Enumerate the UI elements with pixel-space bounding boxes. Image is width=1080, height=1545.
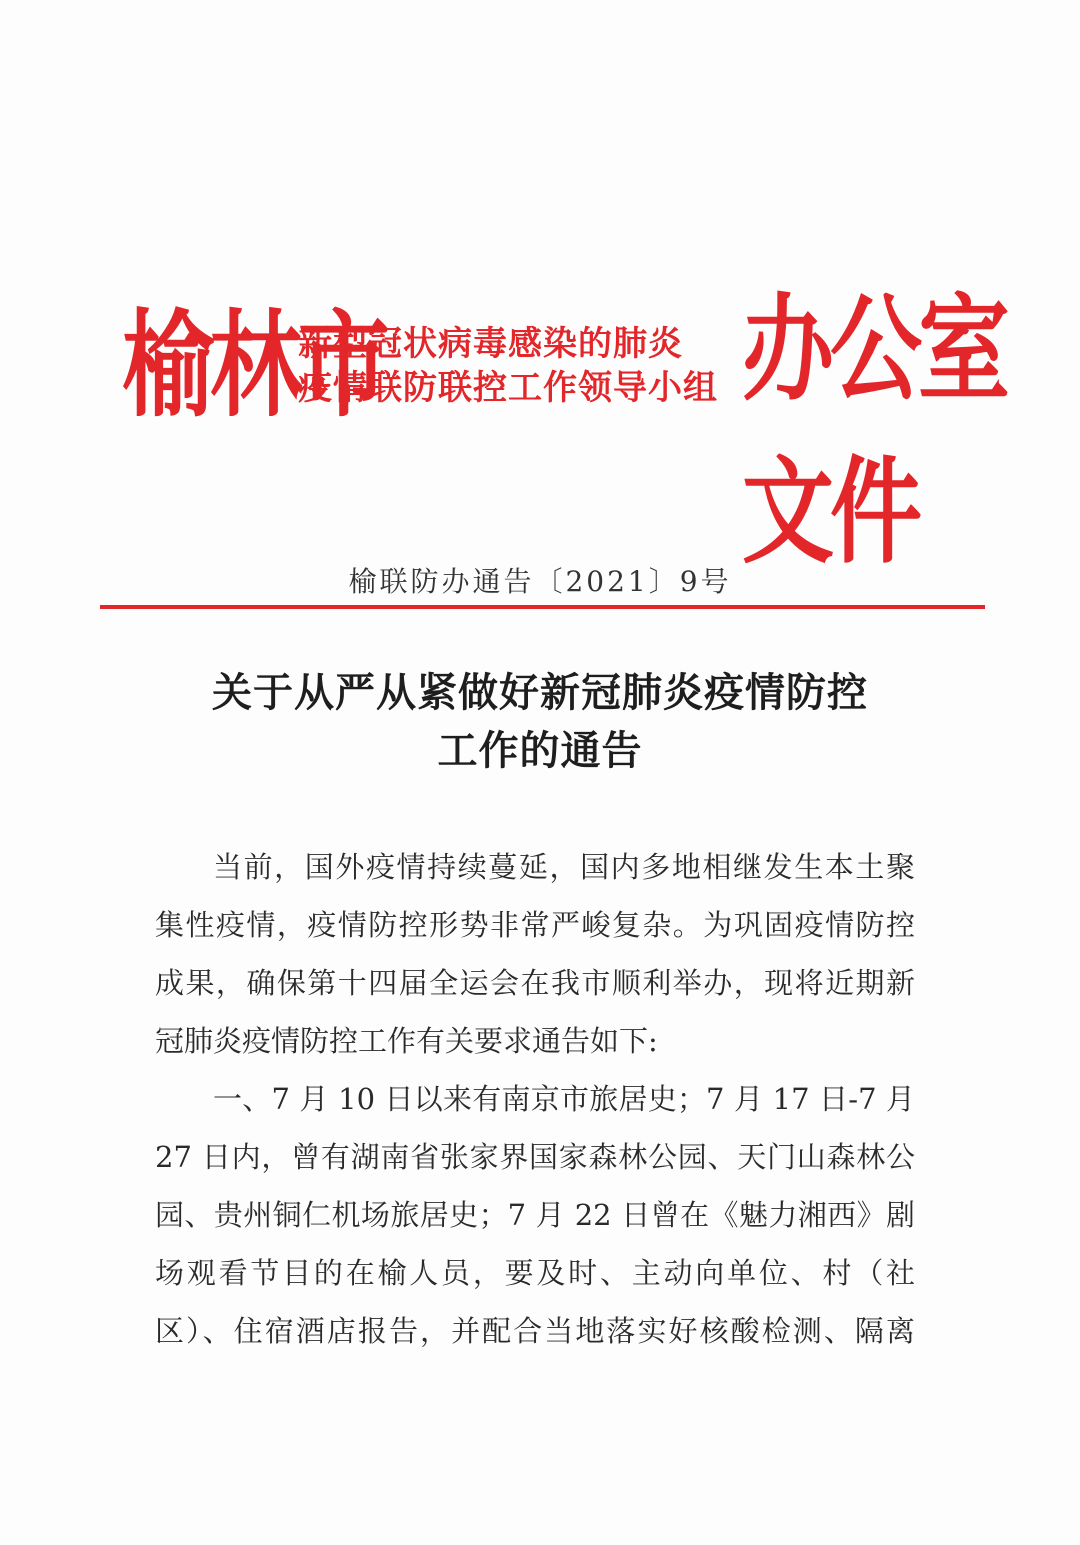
body-line: 区）、住宿酒店报告，并配合当地落实好核酸检测、隔离: [155, 1314, 915, 1348]
masthead-organization: [298, 322, 728, 410]
body-line: 一、7 月 10 日以来有南京市旅居史；7 月 17 日-7 月: [213, 1082, 915, 1116]
masthead-org-line2: 疫情联防联控工作领导小组: [298, 368, 718, 408]
body-line: 27 日内，曾有湖南省张家界国家森林公园、天门山森林公: [155, 1140, 915, 1174]
body-line: 当前，国外疫情持续蔓延，国内多地相继发生本土聚: [213, 850, 915, 884]
red-divider-line: [100, 605, 985, 609]
document-title: [0, 664, 1080, 780]
title-line1: 关于从严从紧做好新冠肺炎疫情防控: [212, 669, 868, 716]
body-line: 冠肺炎疫情防控工作有关要求通告如下:: [155, 1024, 658, 1058]
body-line: 园、贵州铜仁机场旅居史；7 月 22 日曾在《魅力湘西》剧: [155, 1198, 915, 1232]
masthead-city: 榆林市: [122, 297, 387, 433]
document-number: 榆联防办通告〔2021〕9号: [348, 565, 732, 598]
document-body: [155, 838, 915, 1360]
body-line: 集性疫情，疫情防控形势非常严峻复杂。为巩固疫情防控: [155, 908, 915, 942]
title-line2: 工作的通告: [437, 727, 643, 774]
masthead-office-document: 办公室文件: [742, 281, 1007, 579]
body-line: 成果，确保第十四届全运会在我市顺利举办，现将近期新: [155, 966, 915, 1000]
red-masthead: [0, 281, 1080, 579]
masthead-org-line1: 新型冠状病毒感染的肺炎: [298, 324, 683, 364]
body-line: 场观看节目的在榆人员，要及时、主动向单位、村（社: [155, 1256, 915, 1290]
